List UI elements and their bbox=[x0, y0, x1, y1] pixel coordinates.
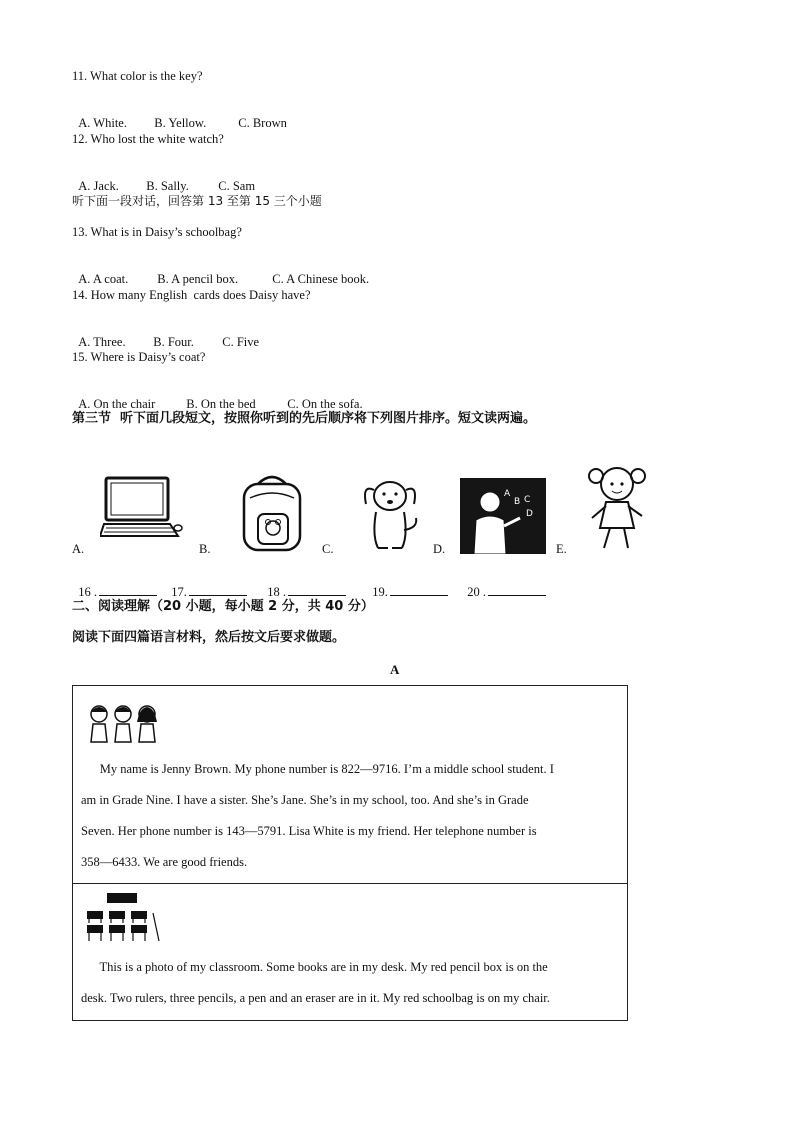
girl-icon bbox=[582, 458, 652, 556]
passage-1 bbox=[81, 754, 621, 878]
svg-text:C: C bbox=[524, 495, 531, 505]
question-14-options bbox=[72, 318, 259, 350]
option-a: A. A coat. bbox=[78, 272, 129, 286]
dog-icon bbox=[358, 474, 422, 554]
option-b: B. Sally. bbox=[146, 179, 189, 193]
option-b: B. Four. bbox=[153, 335, 194, 349]
option-b: B. On the bed bbox=[186, 397, 256, 411]
picture-label-b: B. bbox=[199, 542, 211, 556]
question-11-options bbox=[72, 99, 287, 131]
teacher-blackboard-icon bbox=[460, 478, 546, 554]
backpack-icon bbox=[230, 470, 314, 554]
answer-blank-19[interactable] bbox=[390, 584, 448, 596]
passage-divider bbox=[73, 883, 627, 884]
reading-title: 二、阅读理解（20 小题，每小题 2 分，共 40 分） bbox=[72, 599, 374, 614]
option-a: A. Jack. bbox=[78, 179, 119, 193]
blank-label-18: 18 . bbox=[267, 585, 286, 599]
question-15: 15. Where is Daisy’s coat? bbox=[72, 350, 206, 364]
blank-label-19: 19. bbox=[372, 585, 388, 599]
three-kids-icon bbox=[83, 702, 163, 746]
svg-text:B: B bbox=[514, 497, 521, 507]
picture-label-d: D. bbox=[433, 542, 446, 556]
option-a: A. On the chair bbox=[78, 397, 156, 411]
passage-1-line: Seven. Her phone number is 143—5791. Lisa White is my friend. Her telephone number is bbox=[81, 824, 537, 838]
blank-label-17: 17. bbox=[171, 585, 187, 599]
question-14: 14. How many English cards does Daisy have? bbox=[72, 288, 311, 302]
computer-icon bbox=[100, 474, 184, 544]
option-b: B. A pencil box. bbox=[157, 272, 239, 286]
svg-text:A: A bbox=[504, 489, 511, 499]
instruction-13-15: 听下面一段对话，回答第 13 至第 15 三个小题 bbox=[72, 194, 322, 208]
option-c: C. Five bbox=[222, 335, 260, 349]
passage-1-line: 358—6433. We are good friends. bbox=[81, 855, 248, 869]
question-13: 13. What is in Daisy’s schoolbag? bbox=[72, 225, 242, 239]
option-c: C. A Chinese book. bbox=[272, 272, 370, 286]
option-c: C. Brown bbox=[238, 116, 287, 130]
option-c: C. Sam bbox=[218, 179, 256, 193]
option-b: B. Yellow. bbox=[154, 116, 207, 130]
blank-label-20: 20 . bbox=[467, 585, 486, 599]
passage-2 bbox=[81, 952, 621, 1014]
answer-blank-20[interactable] bbox=[488, 584, 546, 596]
option-c: C. On the sofa. bbox=[287, 397, 363, 411]
picture-label-e: E. bbox=[556, 542, 567, 556]
answer-blanks bbox=[72, 568, 546, 600]
passage-1-line: My name is Jenny Brown. My phone number is 822—9716. I’m a middle school student. I bbox=[81, 762, 554, 776]
passage-1-line: am in Grade Nine. I have a sister. She’s Jane. She’s in my school, too. And she’s in Grade bbox=[81, 793, 529, 807]
question-12: 12. Who lost the white watch? bbox=[72, 132, 224, 146]
passage-label: A bbox=[390, 662, 400, 677]
option-a: A. White. bbox=[78, 116, 127, 130]
question-11: 11. What color is the key? bbox=[72, 69, 203, 83]
picture-label-c: C. bbox=[322, 542, 334, 556]
passage-2-line: This is a photo of my classroom. Some books are in my desk. My red pencil box is on the bbox=[81, 960, 548, 974]
picture-label-a: A. bbox=[72, 542, 85, 556]
blank-label-16: 16 . bbox=[78, 585, 97, 599]
passage-box bbox=[72, 685, 628, 1021]
question-13-options bbox=[72, 255, 369, 287]
svg-text:D: D bbox=[526, 509, 533, 519]
reading-instruction: 阅读下面四篇语言材料，然后按文后要求做题。 bbox=[72, 630, 346, 645]
answer-blank-16[interactable] bbox=[99, 584, 157, 596]
passage-2-line: desk. Two rulers, three pencils, a pen and an eraser are in it. My red schoolbag is on my chair. bbox=[81, 991, 550, 1005]
section3-title: 第三节 听下面几段短文，按照你听到的先后顺序将下列图片排序。短文读两遍。 bbox=[72, 411, 537, 426]
option-a: A. Three. bbox=[78, 335, 126, 349]
classroom-icon bbox=[83, 891, 163, 947]
answer-blank-18[interactable] bbox=[288, 584, 346, 596]
answer-blank-17[interactable] bbox=[189, 584, 247, 596]
question-12-options bbox=[72, 162, 255, 194]
question-15-options bbox=[72, 380, 363, 412]
